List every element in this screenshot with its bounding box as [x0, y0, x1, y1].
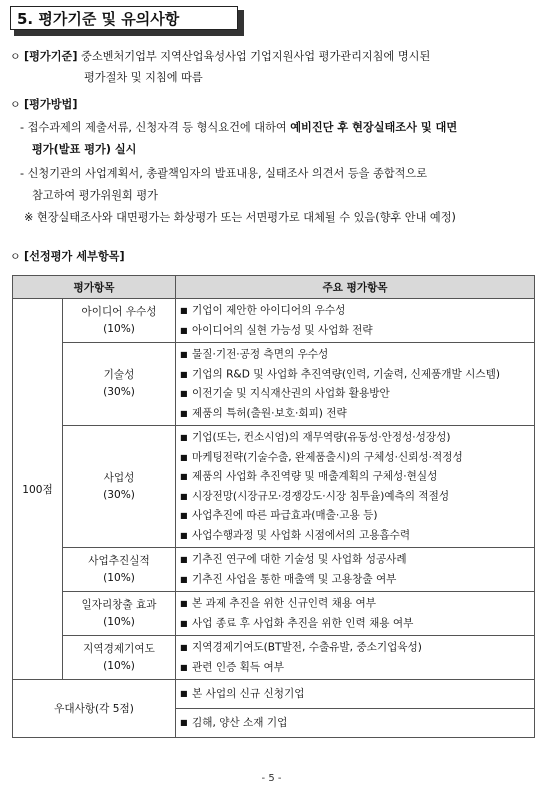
item-text: 본 과제 추진을 위한 신규인력 채용 여부: [192, 597, 376, 610]
square-bullet-icon: ■: [180, 662, 188, 672]
category-points: (10%): [103, 615, 135, 628]
category-cell: [63, 426, 176, 548]
category-cell: [63, 299, 176, 343]
method-block: [10, 97, 535, 226]
square-bullet-icon: ■: [180, 389, 188, 398]
item-text: 본 사업의 신규 신청기업: [192, 688, 305, 700]
items-cell: [176, 299, 535, 343]
list-item: [180, 638, 530, 658]
square-bullet-icon: ■: [180, 718, 188, 727]
square-bullet-icon: ■: [180, 555, 188, 564]
items-cell: [176, 343, 535, 426]
bonus-item: [176, 680, 534, 708]
item-text: 제품의 특허(출원·보호·회피) 전략: [192, 407, 347, 419]
list-item: [180, 570, 530, 590]
method-item2-line2: 참고하여 평가위원회 평가: [32, 189, 158, 202]
method-item2-line1: - 신청기관의 사업계획서, 총괄책임자의 발표내용, 실태조사 의견서 등을 종합적으로: [20, 167, 428, 180]
table-header-row: [13, 276, 535, 299]
detail-marker: ㅇ: [10, 250, 21, 263]
method-item1-line2: [10, 142, 535, 158]
method-item1-prefix: - 접수과제의 제출서류, 신청자격 등 형식요건에 대하여: [20, 121, 291, 134]
category-cell: [63, 636, 176, 680]
table-row: [13, 343, 535, 426]
category-name: 기술성: [103, 369, 135, 381]
items-cell: [176, 426, 535, 548]
table-row: [13, 426, 535, 548]
square-bullet-icon: ■: [180, 689, 188, 698]
square-bullet-icon: ■: [180, 530, 188, 540]
category-points: (30%): [103, 386, 135, 398]
list-item: [180, 384, 530, 404]
list-item: [180, 506, 530, 526]
category-name: 아이디어 우수성: [81, 305, 157, 318]
method-item1-bold2: 평가(발표 평가) 실시: [32, 143, 137, 156]
item-text: 아이디어의 실현 가능성 및 사업화 전략: [192, 324, 373, 336]
method-label: [평가방법]: [24, 98, 78, 111]
square-bullet-icon: ■: [180, 369, 188, 379]
list-item: [180, 428, 530, 448]
item-text: 기추진 사업을 통한 매출액 및 고용창출 여부: [192, 573, 397, 585]
list-item: [180, 345, 530, 365]
table-row: [13, 636, 535, 680]
category-name: 사업추진실적: [88, 554, 150, 567]
item-text: 사업수행과정 및 사업화 시점에서의 고용흡수력: [192, 529, 411, 541]
square-bullet-icon: ■: [180, 643, 188, 652]
bonus-items-cell: [176, 680, 535, 738]
section-title: 5. 평가기준 및 유의사항: [10, 6, 238, 30]
criteria-block: [10, 49, 535, 86]
item-text: 관련 인증 획득 여부: [192, 661, 284, 673]
evaluation-table: [12, 275, 535, 738]
list-item: [180, 467, 530, 487]
list-item: [180, 550, 530, 570]
square-bullet-icon: ■: [180, 325, 188, 335]
items-cell: [176, 636, 535, 680]
bonus-item: [176, 708, 534, 737]
section-title-box: [10, 6, 244, 36]
bonus-row: [13, 680, 535, 738]
square-bullet-icon: ■: [180, 511, 188, 520]
item-text: 시장전망(시장규모·경쟁강도·시장 침투율)예측의 적절성: [192, 490, 450, 502]
list-item: [180, 365, 530, 385]
list-item: [180, 614, 530, 634]
item-text: 물질·기전·공정 측면의 우수성: [192, 348, 329, 361]
table-row: [13, 592, 535, 636]
item-text: 지역경제기여도(BT발전, 수출유발, 중소기업육성): [192, 641, 422, 654]
item-text: 김해, 양산 소재 기업: [192, 717, 288, 729]
category-cell: [63, 343, 176, 426]
method-item1-line1: [10, 120, 535, 136]
bonus-category: 우대사항(각 5점): [13, 680, 176, 738]
category-points: (30%): [103, 488, 135, 501]
criteria-marker: ㅇ: [10, 50, 21, 63]
list-item: [180, 526, 530, 546]
page-number: - 5 -: [261, 773, 282, 784]
item-text: 기업(또는, 컨소시엄)의 재무역량(유동성·안정성·성장성): [192, 431, 451, 444]
square-bullet-icon: ■: [180, 452, 188, 462]
square-bullet-icon: ■: [180, 350, 188, 359]
list-item: [180, 594, 530, 614]
detail-label: [선정평가 세부항목]: [24, 250, 125, 263]
list-item: [180, 658, 530, 678]
item-text: 마케팅전략(기술수출, 완제품출시)의 구체성·신뢰성·적정성: [192, 451, 463, 463]
detail-block: [10, 249, 535, 265]
square-bullet-icon: ■: [180, 618, 188, 628]
item-text: 사업 종료 후 사업화 추진을 위한 인력 채용 여부: [192, 617, 414, 629]
items-cell: [176, 592, 535, 636]
criteria-text-line2: 평가절차 및 지침에 따름: [84, 71, 203, 84]
square-bullet-icon: ■: [180, 491, 188, 501]
category-points: (10%): [103, 659, 135, 672]
table-row: [13, 548, 535, 592]
item-text: 기추진 연구에 대한 기술성 및 사업화 성공사례: [192, 553, 407, 566]
category-cell: [63, 548, 176, 592]
header-right: 주요 평가항목: [176, 276, 535, 299]
criteria-label: [평가기준]: [24, 50, 78, 63]
category-name: 일자리창출 효과: [81, 598, 157, 611]
list-item: [180, 404, 530, 424]
header-left: 평가항목: [13, 276, 176, 299]
square-bullet-icon: ■: [180, 472, 188, 481]
square-bullet-icon: ■: [180, 306, 188, 315]
list-item: [180, 487, 530, 507]
table-row: [13, 299, 535, 343]
category-name: 지역경제기여도: [83, 642, 155, 655]
item-text: 기업의 R&D 및 사업화 추진역량(인력, 기술력, 신제품개발 시스템): [192, 368, 500, 380]
item-text: 이전기술 및 지식재산권의 사업화 활용방안: [192, 387, 390, 400]
list-item: [180, 448, 530, 468]
items-cell: [176, 548, 535, 592]
square-bullet-icon: ■: [180, 599, 188, 608]
method-item1-bold1: 예비진단 후 현장실태조사 및 대면: [290, 121, 458, 134]
category-points: (10%): [103, 571, 135, 584]
square-bullet-icon: ■: [180, 574, 188, 584]
method-marker: ㅇ: [10, 98, 21, 111]
square-bullet-icon: ■: [180, 408, 188, 418]
category-name: 사업성: [103, 471, 135, 484]
item-text: 제품의 사업화 추진역량 및 매출계획의 구체성·현실성: [192, 470, 438, 483]
item-text: 기업이 제안한 아이디어의 우수성: [192, 304, 346, 317]
list-item: [180, 321, 530, 341]
square-bullet-icon: ■: [180, 433, 188, 442]
list-item: [180, 301, 530, 321]
table-body: [13, 299, 535, 738]
item-text: 사업추진에 따른 파급효과(매출·고용 등): [192, 509, 378, 522]
method-note: ※ 현장실태조사와 대면평가는 화상평가 또는 서면평가로 대체될 수 있음(향후 안내 예정): [24, 211, 456, 224]
category-cell: [63, 592, 176, 636]
category-points: (10%): [103, 322, 135, 335]
criteria-text-line1: 중소벤처기업부 지역산업육성사업 기업지원사업 평가관리지침에 명시된: [81, 50, 431, 63]
total-points: 100점: [13, 299, 63, 680]
